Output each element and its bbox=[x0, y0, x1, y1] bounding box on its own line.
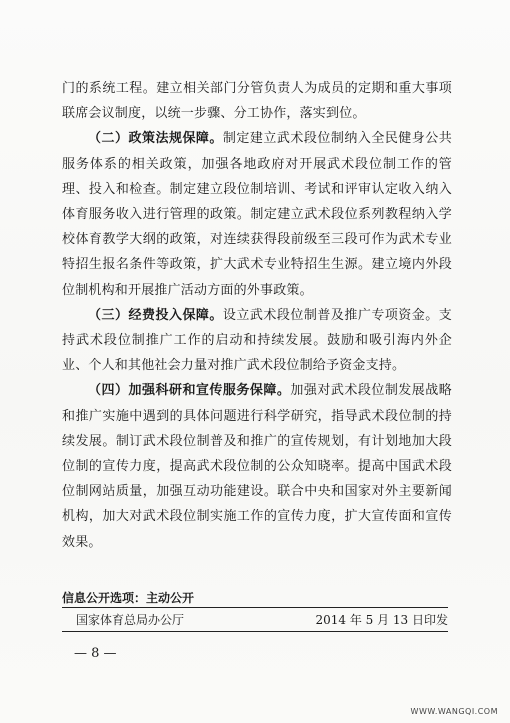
footer-bottom-rule bbox=[62, 631, 448, 632]
paragraph-2-text: 制定建立武术段位制纳入全民健身公共服务体系的相关政策，加强各地政府对开展武术段位制工作的管理、投入和检查。制定建立段位制培训、考试和评审认定收入纳入体育服务收入进行管理的政策。制定建立武术段位系列教程纳入学校体育教学大纲的政策，对连续获得段前级至三段可作为武术专业特招生报名条件等政策，扩大武术专业特招生生源。建立境内外段位制机构和开展推广活动方面的外事政策。 bbox=[62, 131, 452, 298]
body-text bbox=[62, 76, 452, 555]
paragraph-4 bbox=[62, 378, 452, 554]
paragraph-2-heading: （二）政策法规保障。 bbox=[88, 131, 223, 147]
paragraph-4-heading: （四）加强科研和宣传服务保障。 bbox=[88, 383, 291, 399]
paragraph-2 bbox=[62, 126, 452, 302]
site-watermark: WWW.WANGQI.COM bbox=[410, 707, 498, 716]
issuer-row bbox=[76, 611, 448, 628]
paragraph-3-text: 设立武术段位制普及推广专项资金。支持武术段位制推广工作的启动和持续发展。鼓励和吸引海内外企业、个人和其他社会力量对推广武术段位制给予资金支持。 bbox=[62, 307, 452, 374]
page-number: — 8 — bbox=[74, 646, 117, 661]
disclosure-option: 信息公开选项：主动公开 bbox=[62, 591, 195, 605]
paragraph-3-heading: （三）经费投入保障。 bbox=[88, 307, 223, 323]
paragraph-1 bbox=[62, 76, 452, 126]
paragraph-4-text: 加强对武术段位制发展战略和推广实施中遇到的具体问题进行科学研究，指导武术段位制的持续发展。制订武术段位制普及和推广的宣传规划，有计划地加大段位制的宣传力度，提高武术段位制的公众知晓率。提高中国武术段位制网站质量，加强互动功能建设。联合中央和国家对外主要新闻机构，加大对武术段位制实施工作的宣传力度，扩大宣传面和宣传效果。 bbox=[62, 383, 452, 550]
footer-top-rule bbox=[62, 607, 448, 608]
paragraph-3 bbox=[62, 303, 452, 379]
issuer-name: 国家体育总局办公厅 bbox=[76, 613, 185, 627]
paragraph-1-text: 门的系统工程。建立相关部门分管负责人为成员的定期和重大事项联席会议制度，以统一步骤、分工协作，落实到位。 bbox=[62, 81, 452, 122]
issue-date: 2014 年 5 月 13 日印发 bbox=[315, 613, 448, 627]
